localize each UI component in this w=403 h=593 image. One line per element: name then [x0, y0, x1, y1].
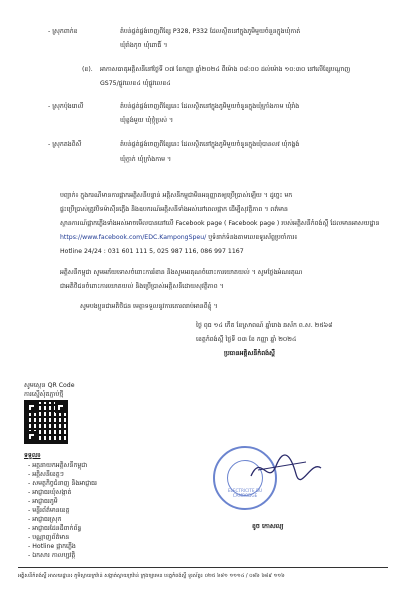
facebook-link[interactable]: https://www.facebook.com/EDC.KampongSpeu/	[60, 234, 207, 241]
section1-line2: ឃុំរាំងកុច ឃុំពោធិ៍ ។	[120, 42, 168, 49]
section1-line1: តំបន់ផ្គត់ផ្គង់ចេញពីខ្សែ P328, P332 ដែលស្ថិតនៅក្នុងភូមិមួយចំនួនក្នុងឃុំកាត់	[120, 28, 301, 35]
qr-caption-sub: ការស្នើសុំតភ្ជាប់ថ្មី	[24, 391, 64, 398]
paragraph1-line4	[60, 234, 297, 242]
facebook-link-suffix: ឬទំនាក់ទំនងតាមលេខទូរស័ព្ទប្រចាំការ៖	[206, 234, 298, 241]
section1-label: - ស្រុកពាក់ខ	[48, 28, 78, 35]
recipient-item: - Hotline ផ្អាកភ្លើង	[28, 543, 76, 550]
signature-image	[246, 448, 326, 488]
recipient-item: - មន្ទីរព័ត៌មានខេត្ត	[28, 507, 70, 514]
signatory-name: ខូច កោសល្យ	[252, 523, 284, 530]
date-lunar: ថ្ងៃ ពុធ ១៤ កើត ខែស្រាពណ៍ ឆ្នាំរោង ឆស័ក ព.ស. ២៥៦៨	[196, 322, 333, 329]
paragraph1-line2: ផ្ទះប្រើប្រាស់ត្រូវបិទម៉ាស៊ីនភ្លើង និងឧបករណ៍អគ្គិសនីទាំងអស់នៅពេលផ្អាក ដើម្បីសុវត្ថិភាព ។ ពត៌មាន	[60, 206, 288, 213]
recipient-item: - អាជ្ញាធរឃុំសង្កាត់	[28, 489, 72, 496]
section2-line1: តំបន់ផ្គត់ផ្គង់ចេញពីខ្សែនេះ ដែលស្ថិតនៅក្នុងភូមិមួយចំនួនក្នុងឃុំក្រាំងកាម ឃុំរាំង	[120, 103, 300, 110]
qr-finder-pattern	[26, 431, 37, 442]
hotline-text: Hotline 24/24 : 031 601 111 5, 025 987 116, 086 997 1167	[60, 248, 244, 255]
section3-line1: តំបន់ផ្គត់ផ្គង់ចេញពីខ្សែនេះ ដែលស្ថិតនៅក្នុងភូមិមួយចំនួនក្នុងឃុំបានលវ ឃុំកង្ហង់	[120, 141, 300, 148]
recipient-item: - អាជ្ញាធរភូមិ	[28, 498, 58, 505]
date-solar: ខេត្តកំពង់ស្ពឺ ថ្ងៃទី ០៣ ខែ កញ្ញា ឆ្នាំ ២០២៤	[196, 336, 297, 343]
qr-code-image[interactable]	[24, 400, 68, 444]
section3-line2: ឃុំក្តាក់ ឃុំក្រាំងកាម ។	[120, 156, 172, 163]
recipient-item: - អគ្គិសនីខេត្តៗ	[28, 471, 64, 478]
recipient-item: - ឯកសារ កាលប្បវត្តិ	[28, 552, 76, 559]
recipient-item: - អាជ្ញាធរស្រុក	[28, 516, 62, 523]
recipients-header: ទទួល៖	[24, 452, 41, 459]
recipient-item: - អគ្គនាយកអគ្គិសនីកម្ពុជា	[28, 462, 88, 469]
qr-finder-pattern	[55, 402, 66, 413]
section2-line2: ឃុំខ្លង់មួយ ឃុំថ្កុំប្រស់ ។	[120, 117, 174, 124]
recipient-item: - អាជ្ញាធរដែនដីពាក់ព័ន្ធ	[28, 525, 82, 532]
paragraph2-line2: ជាអតិថិជនចំពោះការយោគយល់ និងប្រើប្រាស់អគ្គិសនីដោយសុវត្ថិភាព ។	[60, 283, 224, 290]
recipient-item: - សមត្ថកិច្ចជំនាញ និងអាជ្ញាធរ	[28, 480, 98, 487]
footer-address: អគ្គិសនីកំពង់ស្ពឺ អាសយដ្ឋាន៖ ភូមិស្វាយក្រវ៉ាន់ សង្កាត់ស្វាយក្រវ៉ាន់ ក្រុងច្បារមន ខេត្តកំពង់ស្ពឺ ទូរស័ព្ទ៖ ០២៥ ៦៨១ ១១១៤ / ០៨៦ ៦៨៩ ១១៦	[18, 573, 285, 579]
item-kha-prefix: (ខ).	[82, 66, 93, 73]
item-kha-line1: អាកាសធាតុអគ្គិសនីនៅថ្ងៃទី ០៧ ខែកញ្ញា ឆ្នាំ២០២៤ ពីម៉ោង ០៨:០០ ដល់ម៉ោង ១០:៣០ នៅលើខ្សែបណ្តាញ	[100, 66, 351, 73]
qr-finder-pattern	[26, 402, 37, 413]
stamp-text: ELECTRICITE DU CAMBODGE	[227, 488, 263, 498]
section3-label: - ស្រុកគងពិសី	[48, 141, 82, 148]
paragraph3-line1: សូមបងប្អូនជាអតិថិជន មេត្តាទទួលនូវការគោរពរាប់អានពីខ្ញុំ ។	[80, 303, 218, 310]
paragraph2-line1: អគ្គិសនីកម្ពុជា សូមអភ័យទោសចំពោះការរំខាន និងសូមអរគុណចំពោះការយោគយល់ ។ សូមថ្លែងអំណរគុណ	[60, 269, 303, 276]
signatory-title: ប្រធានអគ្គិសនីកំពង់ស្ពឺ	[224, 350, 275, 357]
paragraph1-line1: បញ្ជាក់៖ ក្នុងករណីមានការផ្អាកអគ្គិសនីបន្ទាន់ អគ្គិសនីកម្ពុជាមិនអនុញ្ញាតឲ្យប្រើប្រាស់ឡើយ ។ ដូច្នេះ មក	[60, 192, 293, 199]
qr-caption: សូមស្កេន QR Code	[24, 382, 75, 389]
paragraph1-line3: ស្ថានការណ៍ផ្អាកភ្លើងទាំងអស់អាចមើលបាននៅលើ Facebook page ( Facebook page ) របស់អគ្គិសនីកំពង់ស្ពឺ ដែលមានអាសយដ្ឋាន	[60, 220, 380, 227]
item-kha-line2: GS75/ផ្លូវលេខ៤ ឃុំផ្លូវលេខ៤	[100, 80, 171, 87]
footer-divider	[18, 567, 388, 568]
recipient-item: - បណ្ណាញព័ត៌មាន	[28, 534, 70, 541]
section2-label: - ស្រុកប៉ុងរោលី	[48, 103, 84, 110]
